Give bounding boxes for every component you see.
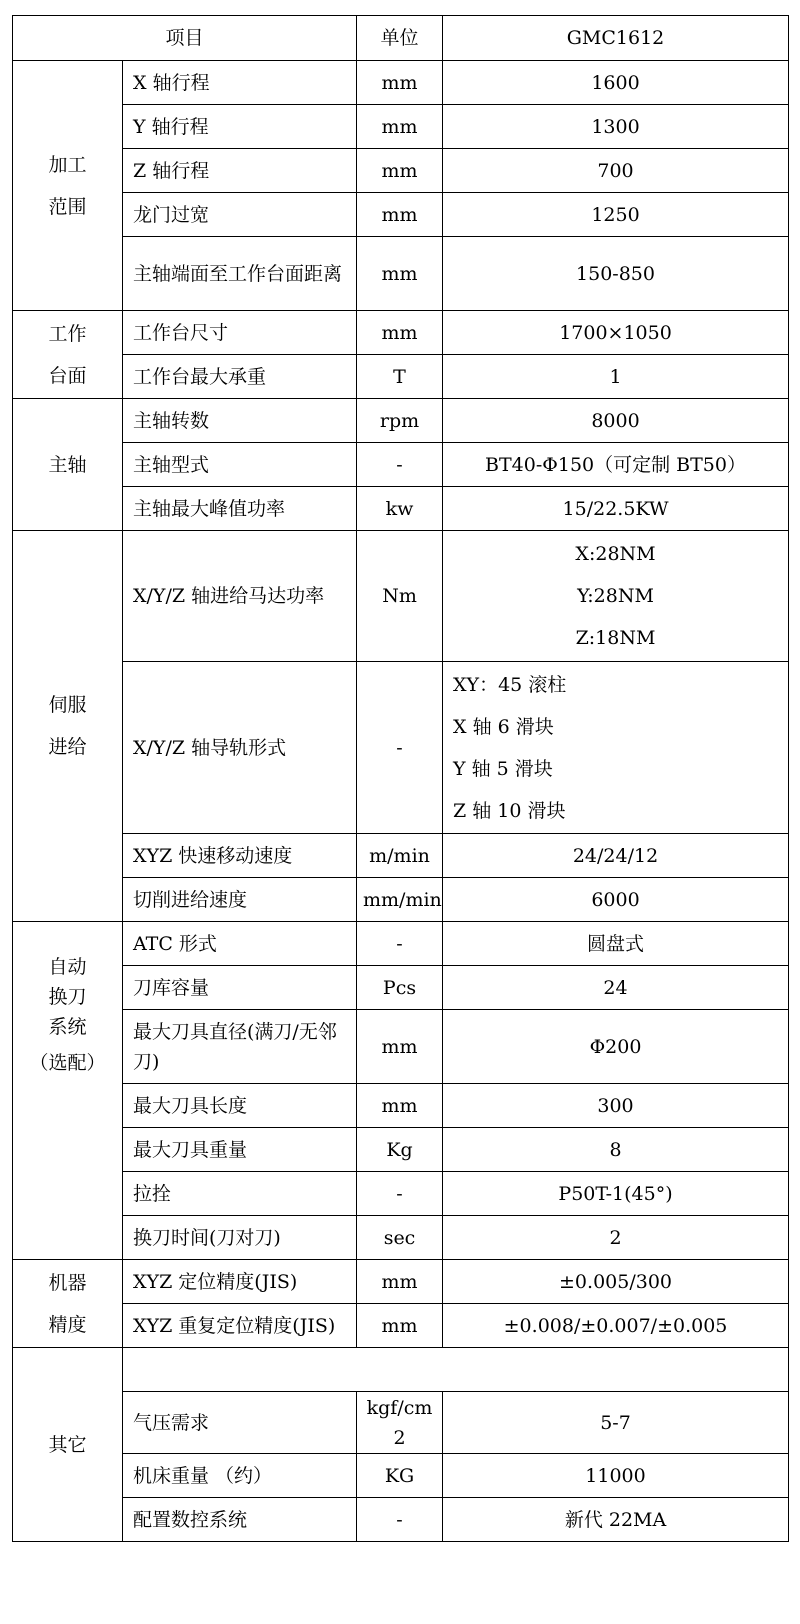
table-row [13, 399, 789, 443]
value-line: X:28NM [575, 543, 656, 565]
item-cell: 拉拴 [123, 1172, 357, 1216]
spec-table [12, 15, 789, 1542]
group-label-line: 伺服 [48, 694, 87, 716]
unit-cell: mm [357, 105, 443, 149]
item-cell: 主轴转数 [123, 399, 357, 443]
unit-cell: Nm [357, 531, 443, 662]
value-cell: P50T-1(45°) [443, 1172, 789, 1216]
table-row [13, 1392, 789, 1454]
empty-row-cell [123, 1348, 789, 1392]
value-line: Y:28NM [577, 585, 654, 607]
value-cell: 24/24/12 [443, 834, 789, 878]
value-cell: 150-850 [443, 237, 789, 311]
value-cell: 1250 [443, 193, 789, 237]
value-cell: 1300 [443, 105, 789, 149]
table-row [13, 1348, 789, 1392]
unit-cell: mm [357, 311, 443, 355]
unit-cell: Kg [357, 1128, 443, 1172]
value-cell: 1700×1050 [443, 311, 789, 355]
group-label-line: 范围 [48, 195, 87, 218]
item-cell: XYZ 重复定位精度(JIS) [123, 1304, 357, 1348]
unit-cell: - [357, 922, 443, 966]
unit-cell: mm [357, 149, 443, 193]
unit-cell: kgf/cm2 [357, 1392, 443, 1454]
item-cell: XYZ 定位精度(JIS) [123, 1260, 357, 1304]
table-row [13, 237, 789, 311]
item-cell: X/Y/Z 轴进给马达功率 [123, 531, 357, 662]
group-table-label [13, 311, 123, 399]
table-row [13, 1010, 789, 1084]
table-row [13, 1216, 789, 1260]
unit-cell: mm [357, 237, 443, 311]
group-spindle-label [13, 399, 123, 531]
item-cell: Z 轴行程 [123, 149, 357, 193]
group-label-line: 进给 [48, 736, 87, 758]
table-row [13, 105, 789, 149]
table-row [13, 487, 789, 531]
value-cell: 700 [443, 149, 789, 193]
item-cell: 主轴最大峰值功率 [123, 487, 357, 531]
table-row [13, 922, 789, 966]
unit-cell: - [357, 662, 443, 834]
item-cell: 主轴型式 [123, 443, 357, 487]
unit-cell: m/min [357, 834, 443, 878]
group-label-line: 加工 [48, 153, 87, 176]
item-cell: 工作台尺寸 [123, 311, 357, 355]
unit-cell: sec [357, 1216, 443, 1260]
item-cell: 换刀时间(刀对刀) [123, 1216, 357, 1260]
value-cell: ±0.008/±0.007/±0.005 [443, 1304, 789, 1348]
value-cell: 15/22.5KW [443, 487, 789, 531]
item-cell: X 轴行程 [123, 61, 357, 105]
table-row [13, 1260, 789, 1304]
table-row [13, 878, 789, 922]
value-cell: 6000 [443, 878, 789, 922]
value-line: Z:18NM [575, 627, 656, 649]
group-precision-label [13, 1260, 123, 1348]
table-row [13, 1304, 789, 1348]
value-line: XY：45 滚柱 [453, 673, 567, 696]
value-line: Z 轴 10 滑块 [453, 799, 566, 822]
group-label-line: 换刀 [48, 986, 87, 1008]
value-cell: ±0.005/300 [443, 1260, 789, 1304]
group-label-line: 其它 [48, 1433, 87, 1456]
group-label-line: 自动 [48, 956, 87, 978]
group-feed-label [13, 531, 123, 922]
table-row [13, 1128, 789, 1172]
unit-cell: Pcs [357, 966, 443, 1010]
group-label-line: （选配） [29, 1052, 106, 1074]
table-row [13, 311, 789, 355]
table-row [13, 834, 789, 878]
header-item: 项目 [13, 16, 357, 61]
value-cell [443, 531, 789, 662]
unit-cell: mm/min [357, 878, 443, 922]
item-cell: 主轴端面至工作台面距离 [123, 237, 357, 311]
table-row [13, 443, 789, 487]
item-cell: 切削进给速度 [123, 878, 357, 922]
table-row [13, 355, 789, 399]
unit-cell: mm [357, 193, 443, 237]
item-cell: Y 轴行程 [123, 105, 357, 149]
unit-cell: rpm [357, 399, 443, 443]
item-cell: 最大刀具长度 [123, 1084, 357, 1128]
item-cell: 最大刀具直径(满刀/无邻刀) [123, 1010, 357, 1084]
value-cell: 11000 [443, 1454, 789, 1498]
unit-cell: mm [357, 61, 443, 105]
value-cell: 圆盘式 [443, 922, 789, 966]
unit-cell: T [357, 355, 443, 399]
header-row [13, 16, 789, 61]
table-row [13, 193, 789, 237]
unit-cell: KG [357, 1454, 443, 1498]
unit-cell: - [357, 1172, 443, 1216]
unit-cell: mm [357, 1010, 443, 1084]
value-cell: 8 [443, 1128, 789, 1172]
value-line: X 轴 6 滑块 [453, 715, 554, 738]
group-label-line: 系统 [48, 1016, 87, 1038]
group-label-line: 工作 [48, 322, 87, 345]
value-cell: BT40-Φ150（可定制 BT50） [443, 443, 789, 487]
table-row [13, 662, 789, 834]
value-cell: 2 [443, 1216, 789, 1260]
unit-cell: - [357, 1498, 443, 1542]
table-row [13, 1498, 789, 1542]
table-row [13, 1084, 789, 1128]
value-line: Y 轴 5 滑块 [453, 757, 553, 780]
group-other-label [13, 1348, 123, 1542]
value-cell: 8000 [443, 399, 789, 443]
item-cell: 刀库容量 [123, 966, 357, 1010]
item-cell: X/Y/Z 轴导轨形式 [123, 662, 357, 834]
value-cell: Φ200 [443, 1010, 789, 1084]
value-cell: 5-7 [443, 1392, 789, 1454]
value-cell: 1600 [443, 61, 789, 105]
group-range-label [13, 61, 123, 311]
group-label-line: 台面 [48, 364, 87, 387]
table-row [13, 531, 789, 662]
table-row [13, 1454, 789, 1498]
item-cell: 气压需求 [123, 1392, 357, 1454]
table-row [13, 61, 789, 105]
item-cell: 机床重量 （约） [123, 1454, 357, 1498]
item-cell: 工作台最大承重 [123, 355, 357, 399]
value-cell: 新代 22MA [443, 1498, 789, 1542]
item-cell: 最大刀具重量 [123, 1128, 357, 1172]
group-atc-label [13, 922, 123, 1260]
item-cell: ATC 形式 [123, 922, 357, 966]
table-row [13, 1172, 789, 1216]
value-cell [443, 662, 789, 834]
unit-cell: mm [357, 1304, 443, 1348]
item-cell: 龙门过宽 [123, 193, 357, 237]
value-cell: 300 [443, 1084, 789, 1128]
table-row [13, 966, 789, 1010]
header-unit: 单位 [357, 16, 443, 61]
unit-cell: kw [357, 487, 443, 531]
unit-cell: mm [357, 1084, 443, 1128]
table-row [13, 149, 789, 193]
unit-cell: mm [357, 1260, 443, 1304]
unit-cell: - [357, 443, 443, 487]
item-cell: XYZ 快速移动速度 [123, 834, 357, 878]
item-cell: 配置数控系统 [123, 1498, 357, 1542]
value-cell: 24 [443, 966, 789, 1010]
group-label-line: 精度 [48, 1313, 87, 1336]
group-label-line: 主轴 [48, 453, 87, 476]
header-model: GMC1612 [443, 16, 789, 61]
value-cell: 1 [443, 355, 789, 399]
group-label-line: 机器 [48, 1271, 87, 1294]
